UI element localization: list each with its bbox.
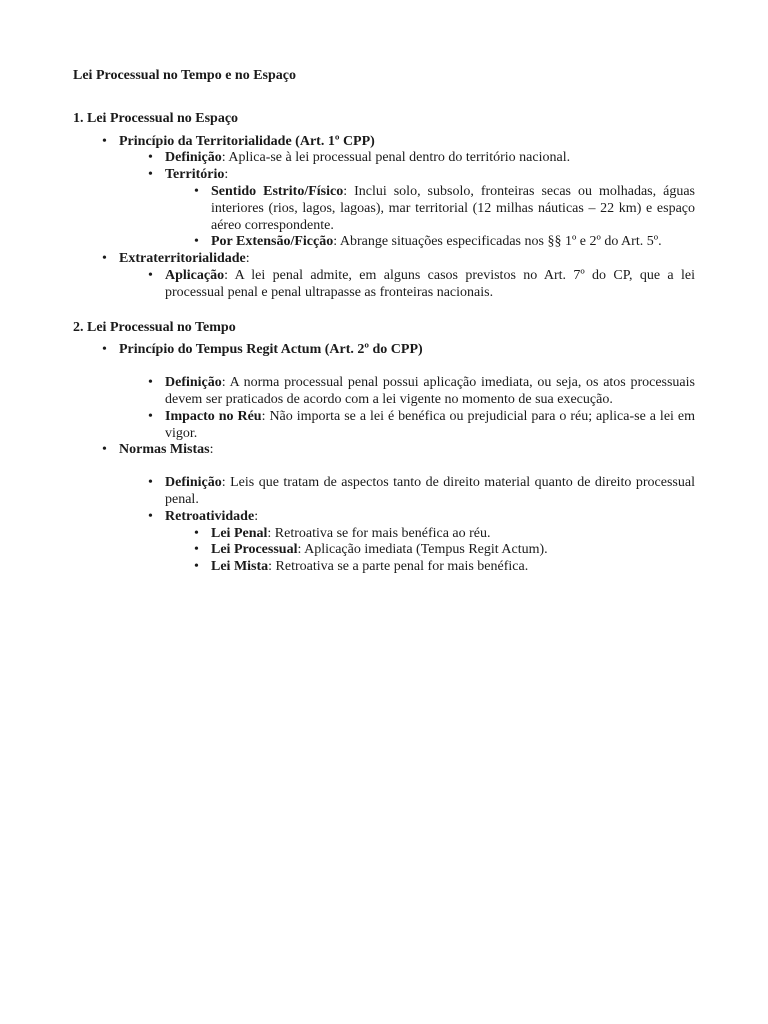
item-text: : Leis que tratam de aspectos tanto de direito material quanto de direito processual penal. (165, 475, 695, 507)
item-heading: Retroatividade (165, 508, 255, 524)
mistas-sublist (73, 475, 695, 576)
list-item-normas-mistas (119, 442, 695, 576)
list-item-aplicacao (165, 268, 695, 302)
section-2-list (73, 342, 695, 576)
item-text: : Retroativa se for mais benéfica ao réu. (267, 525, 491, 541)
item-heading: Princípio da Territorialidade (Art. 1º CPP) (119, 133, 375, 149)
item-heading: Lei Mista (211, 559, 269, 575)
item-text: : (254, 508, 259, 524)
list-item-lei-mista (211, 559, 695, 576)
list-item-definicao (165, 475, 695, 509)
list-item-lei-processual (211, 542, 695, 559)
section-1-title: 1. Lei Processual no Espaço (73, 110, 239, 126)
list-item-definicao (165, 375, 695, 409)
item-text: : Aplicação imediata (Tempus Regit Actum). (297, 542, 548, 558)
item-text: : Inclui solo, subsolo, fronteiras secas ou molhadas, águas interiores (rios, lagos, lagoas), mar territorial (12 milhas náuticas – 22 km) e espaço aéreo correspondente. (211, 183, 695, 233)
item-text: : A lei penal admite, em alguns casos previstos no Art. 7º do CP, que a lei processual penal e penal ultrapasse as fronteiras nacionais. (165, 267, 695, 300)
list-item-definicao (165, 150, 695, 167)
item-text: : (209, 442, 214, 458)
tempus-sublist (73, 375, 695, 442)
item-heading: Lei Processual (211, 542, 298, 558)
document-content (73, 68, 695, 576)
list-item-retroatividade (165, 509, 695, 576)
item-heading: Definição (165, 475, 222, 491)
item-heading: Definição (165, 375, 222, 391)
item-text: : Abrange situações especificadas nos §§ 1º e 2º do Art. 5º. (333, 234, 662, 250)
section-2-title: 2. Lei Processual no Tempo (73, 319, 236, 335)
item-text: : Aplica-se à lei processual penal dentro do território nacional. (221, 150, 571, 166)
section-1-list (73, 134, 695, 302)
item-text: : Não importa se a lei é benéfica ou prejudicial para o réu; aplica-se a lei em vigor. (165, 408, 695, 441)
territorio-sublist (119, 184, 695, 251)
item-heading: Normas Mistas (119, 442, 210, 458)
item-text: : (224, 167, 229, 183)
item-text: : A norma processual penal possui aplicação imediata, ou seja, os atos processuais devem ser praticados de acordo com a lei vigente no momento de sua execução. (165, 375, 695, 407)
retroatividade-sublist (119, 526, 695, 576)
item-heading: Extraterritorialidade (119, 251, 246, 267)
territorialidade-sublist (73, 150, 695, 251)
item-heading: Lei Penal (211, 525, 268, 541)
item-text: : Retroativa se a parte penal for mais benéfica. (268, 559, 529, 575)
list-item-sentido-estrito (211, 184, 695, 234)
item-heading: Princípio do Tempus Regit Actum (Art. 2º do CPP) (119, 342, 423, 358)
spacer (119, 459, 695, 475)
item-heading: Sentido Estrito/Físico (211, 183, 344, 199)
item-heading: Impacto no Réu (165, 408, 262, 424)
item-heading: Aplicação (165, 267, 225, 283)
item-heading: Território (165, 167, 225, 183)
list-item-extraterritorialidade (119, 251, 695, 301)
list-item-lei-penal (211, 526, 695, 543)
item-text: : (245, 251, 250, 267)
document-title: Lei Processual no Tempo e no Espaço (73, 68, 296, 83)
list-item-impacto-no-reu (165, 409, 695, 443)
list-item-territorialidade (119, 134, 695, 252)
extraterritorialidade-sublist (73, 268, 695, 302)
item-heading: Por Extensão/Ficção (211, 234, 334, 250)
list-item-tempus-regit-actum (119, 342, 695, 442)
list-item-por-extensao (211, 234, 695, 251)
spacer (119, 359, 695, 375)
item-heading: Definição (165, 150, 222, 166)
list-item-territorio (165, 167, 695, 251)
